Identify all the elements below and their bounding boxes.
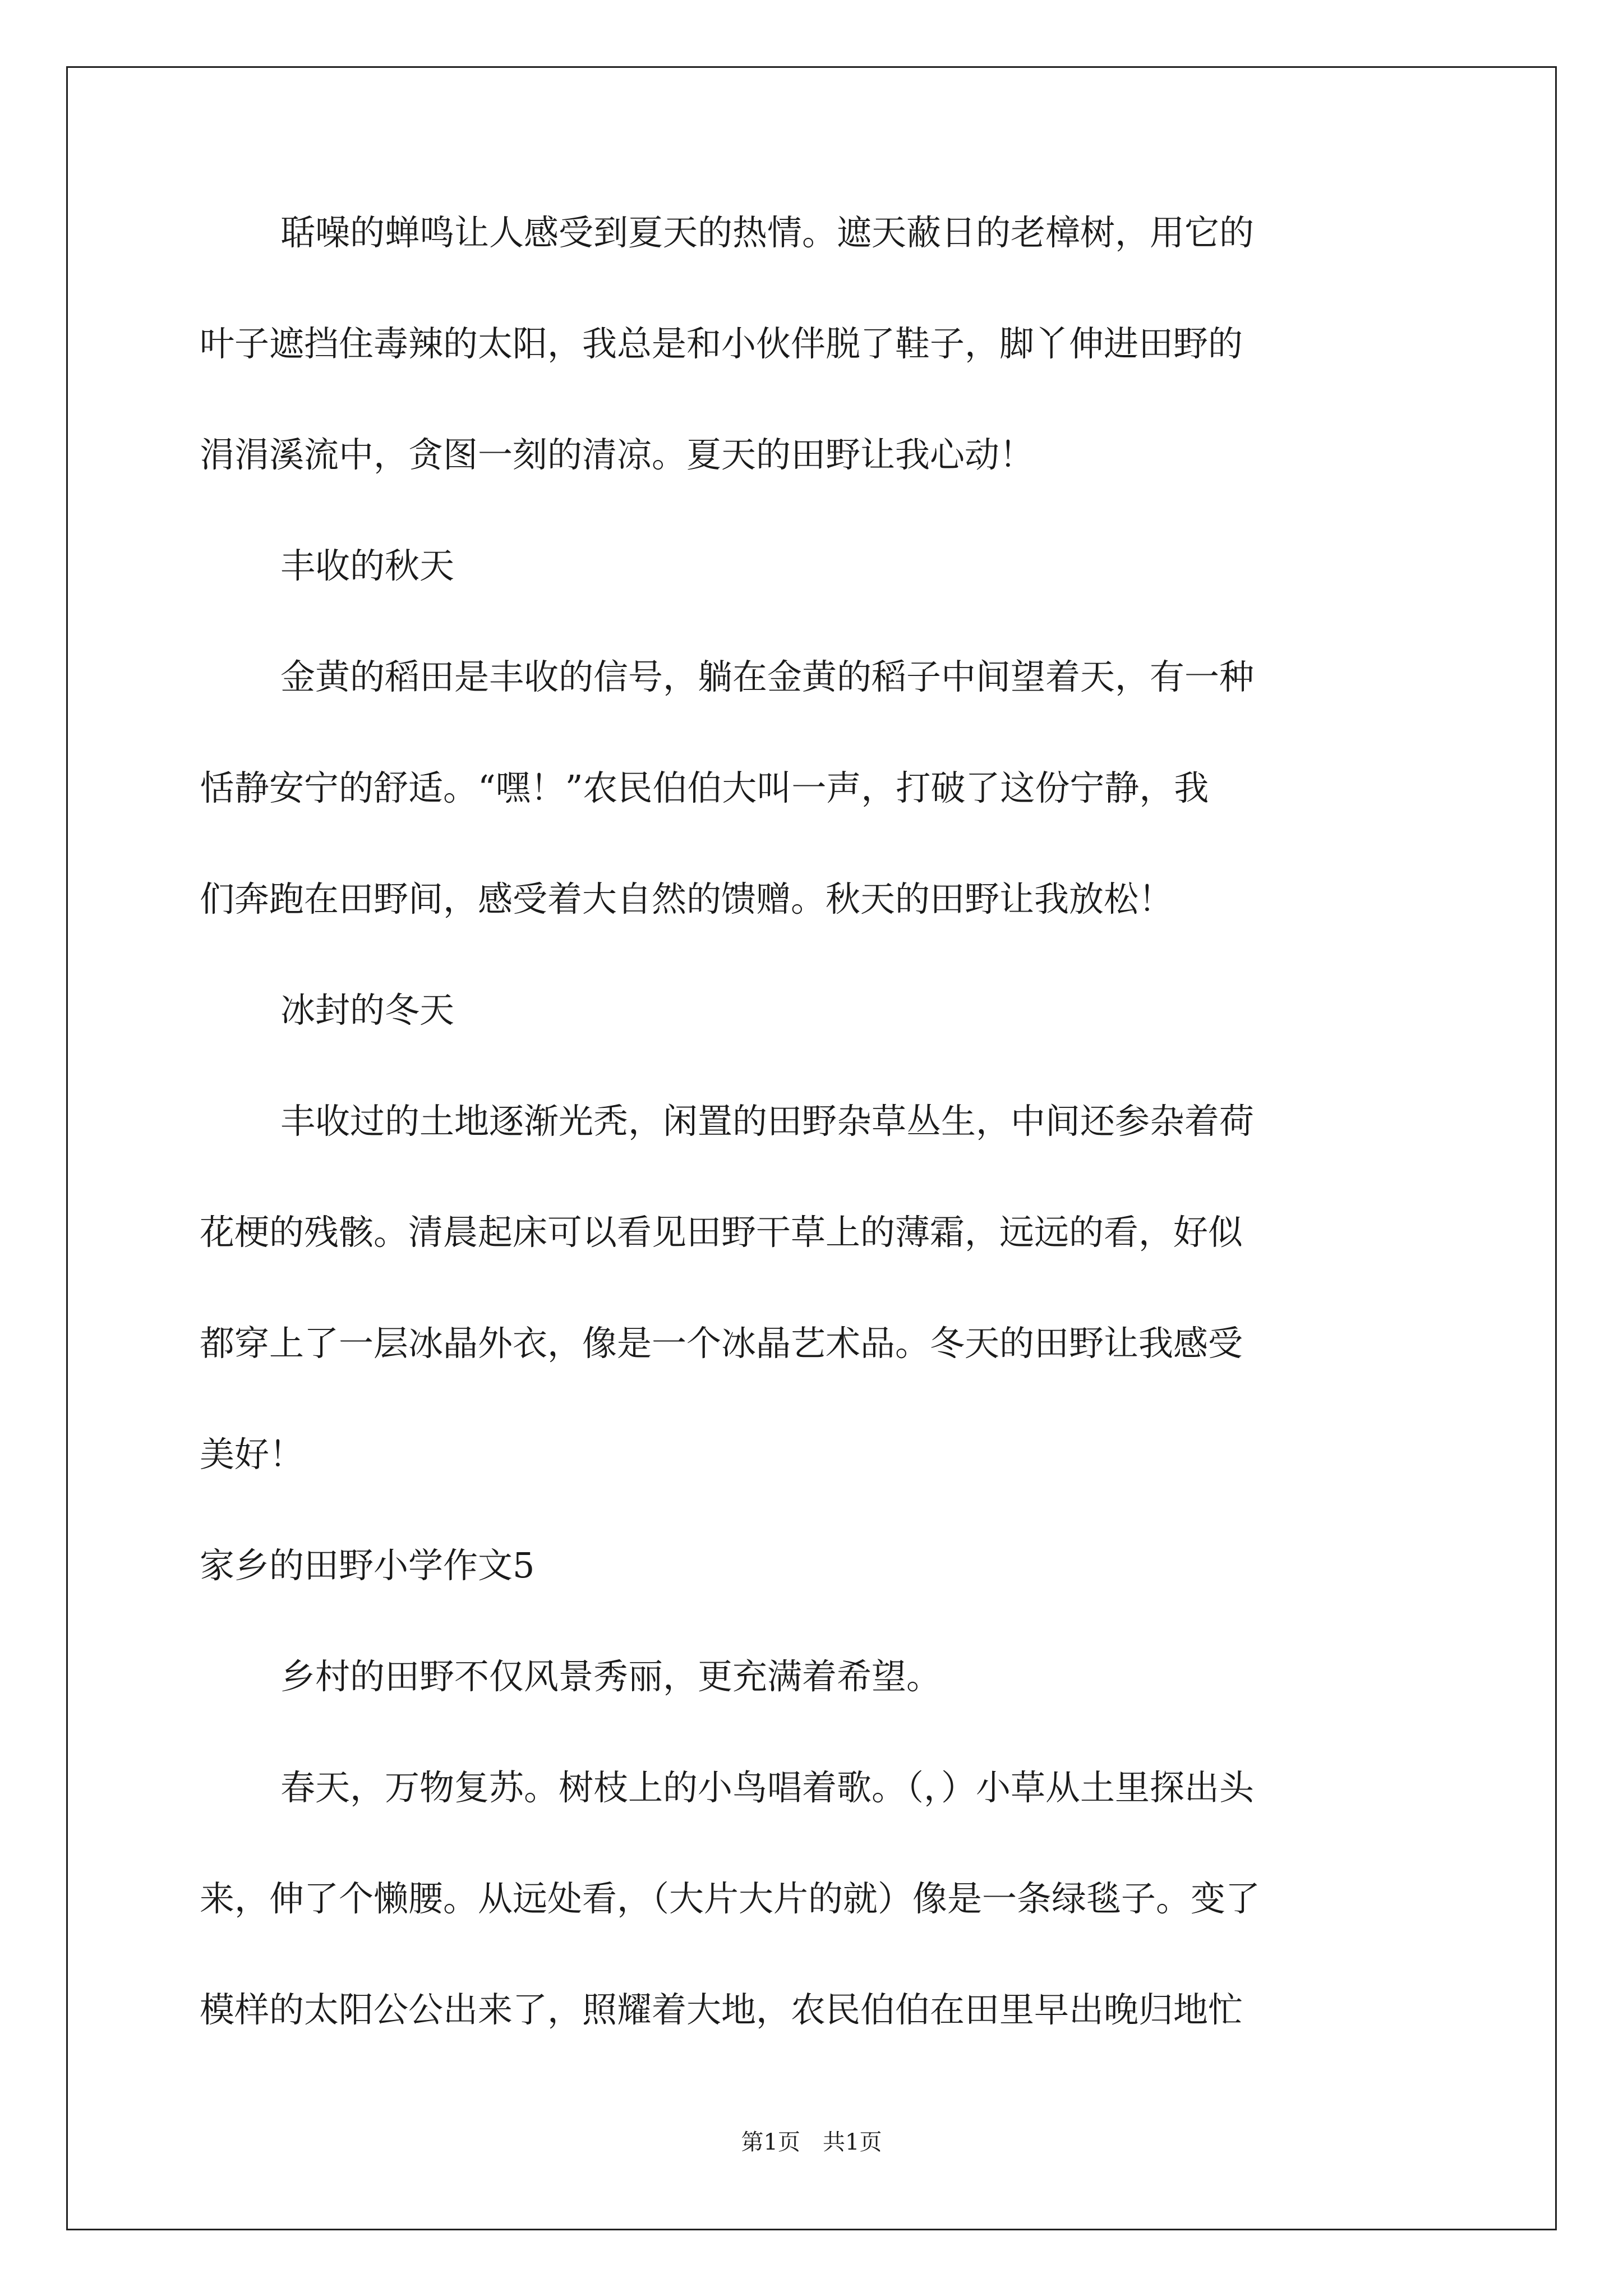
document-body	[200, 213, 1433, 2030]
paragraph-line: 们奔跑在田野间，感受着大自然的馈赠。秋天的田野让我放松！	[200, 878, 1174, 919]
paragraph-line: 花梗的残骸。清晨起床可以看见田野干草上的薄霜，远远的看，好似	[200, 1212, 1243, 1253]
section-heading: 丰收的秋天	[280, 545, 455, 586]
page-footer	[0, 2129, 1623, 2156]
paragraph-line: 乡村的田野不仅风景秀丽，更充满着希望。	[280, 1656, 942, 1697]
section-heading: 冰封的冬天	[280, 990, 455, 1030]
article-title: 家乡的田野小学作文5	[200, 1545, 535, 1586]
paragraph-line: 模样的太阳公公出来了，照耀着大地，农民伯伯在田里早出晚归地忙	[200, 1989, 1243, 2030]
paragraph-line: 来，伸了个懒腰。从远处看，（大片大片的就）像是一条绿毯子。变了	[200, 1878, 1261, 1919]
paragraph-line: 春天，万物复苏。树枝上的小鸟唱着歌。（，）小草从土里探出头	[280, 1767, 1255, 1808]
paragraph-line: 丰收过的土地逐渐光秃，闲置的田野杂草丛生，中间还参杂着荷	[280, 1101, 1255, 1142]
paragraph-line: 聒噪的蝉鸣让人感受到夏天的热情。遮天蔽日的老樟树，用它的	[280, 212, 1255, 253]
page-total: 共1页	[823, 2129, 882, 2155]
paragraph-line: 叶子遮挡住毒辣的太阳，我总是和小伙伴脱了鞋子，脚丫伸进田野的	[200, 323, 1243, 364]
paragraph-line: 金黄的稻田是丰收的信号，躺在金黄的稻子中间望着天，有一种	[280, 656, 1255, 697]
page-number: 第1页	[741, 2129, 800, 2155]
paragraph-line: 美好！	[200, 1434, 305, 1475]
paragraph-line: 涓涓溪流中，贪图一刻的清凉。夏天的田野让我心动！	[200, 434, 1035, 475]
paragraph-line: 都穿上了一层冰晶外衣，像是一个冰晶艺术品。冬天的田野让我感受	[200, 1323, 1243, 1364]
paragraph-line: 恬静安宁的舒适。“嘿！”农民伯伯大叫一声，打破了这份宁静，我	[200, 767, 1209, 808]
